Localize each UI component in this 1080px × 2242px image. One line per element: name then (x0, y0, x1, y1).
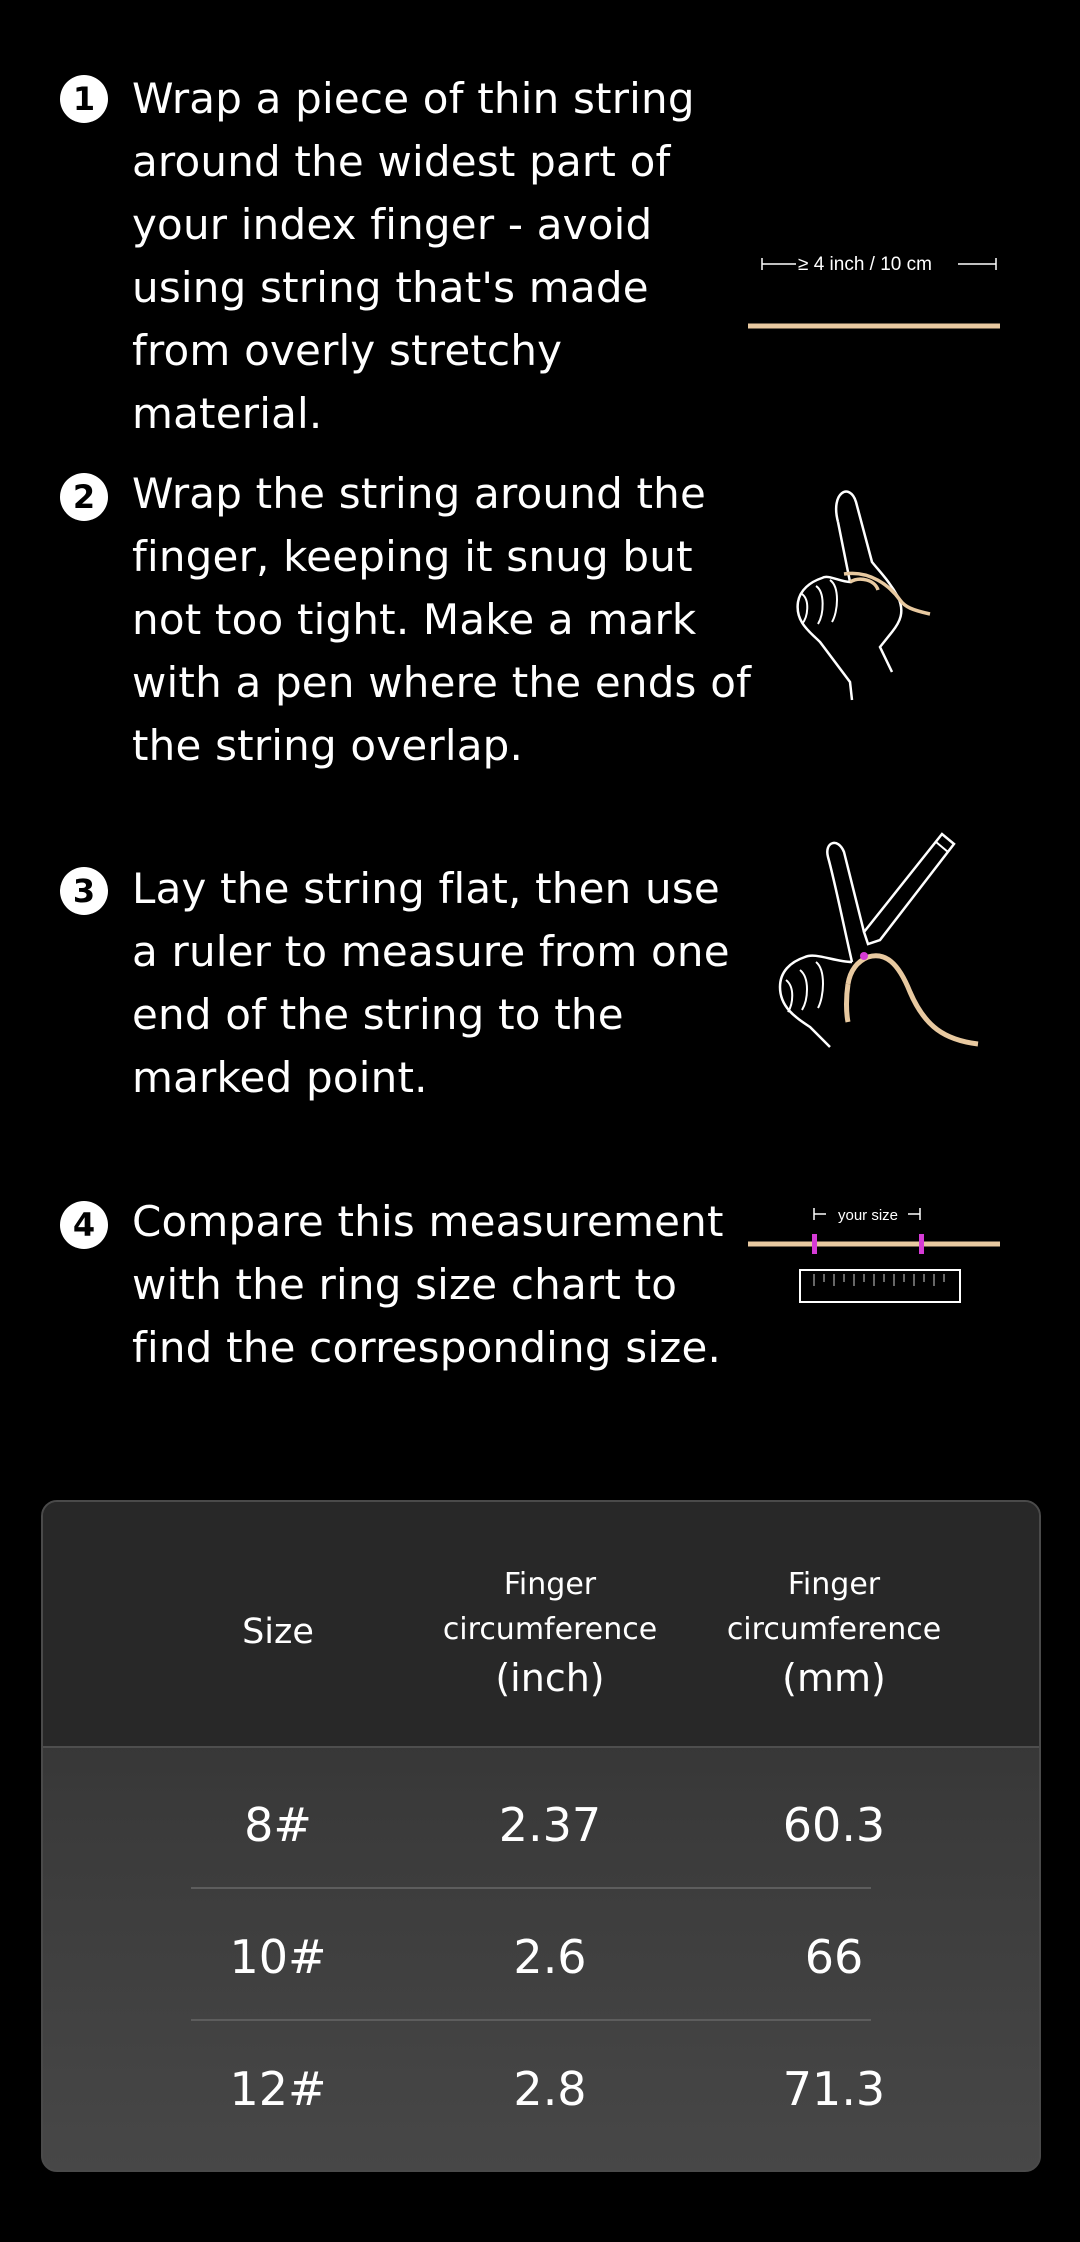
step-4-text: Compare this measurement with the ring size chart to find the corresponding size. (132, 1197, 724, 1372)
mark-right (919, 1234, 924, 1254)
table-header (43, 1502, 1039, 1748)
header-col1-unit: (inch) (495, 1656, 605, 1700)
cell-mm: 71.3 (782, 2062, 886, 2116)
cell-size: 12# (229, 2062, 327, 2116)
step-number-2: 2 (60, 473, 108, 521)
string-length-illustration (746, 184, 1006, 344)
step-number-4: 4 (60, 1201, 108, 1249)
row-divider (191, 1887, 871, 1889)
ring-size-table (41, 1500, 1041, 2172)
table-row (43, 1760, 1039, 1890)
row-divider (191, 2019, 871, 2021)
cell-size: 10# (229, 1930, 327, 1984)
cell-inch: 2.8 (513, 2062, 587, 2116)
cell-mm: 66 (804, 1930, 864, 1984)
hand-wrap-illustration (780, 482, 950, 712)
header-size: Size (242, 1612, 314, 1652)
header-col2-title: Finger circumference (726, 1567, 942, 1647)
step-3-text: Lay the string flat, then use a ruler to measure from one end of the string to the marked point. (132, 864, 730, 1102)
hand-pen-mark-illustration (760, 822, 990, 1062)
table-row (43, 2024, 1039, 2154)
header-col1-title: Finger circumference (442, 1567, 658, 1647)
mark-dot (860, 952, 868, 960)
cell-mm: 60.3 (782, 1798, 886, 1852)
step-2-text: Wrap the string around the finger, keeping it snug but not too tight. Make a mark with a pen where the ends of the string overlap. (132, 469, 752, 770)
cell-inch: 2.37 (498, 1798, 602, 1852)
ruler-measure-illustration (746, 1200, 1006, 1310)
step-number-1: 1 (60, 75, 108, 123)
cell-size: 8# (244, 1798, 312, 1852)
your-size-label: your size (838, 1207, 899, 1224)
step-1-text: Wrap a piece of thin string around the widest part of your index finger - avoid using string that's made from overly stretchy material. (132, 74, 695, 438)
cell-inch: 2.6 (513, 1930, 587, 1984)
string-length-label: ≥ 4 inch / 10 cm (798, 254, 932, 275)
header-circumference-inch (420, 1562, 680, 1704)
mark-left (812, 1234, 817, 1254)
header-circumference-mm (704, 1562, 964, 1704)
table-row (43, 1892, 1039, 2022)
header-col2-unit: (mm) (782, 1656, 886, 1700)
step-number-3: 3 (60, 867, 108, 915)
